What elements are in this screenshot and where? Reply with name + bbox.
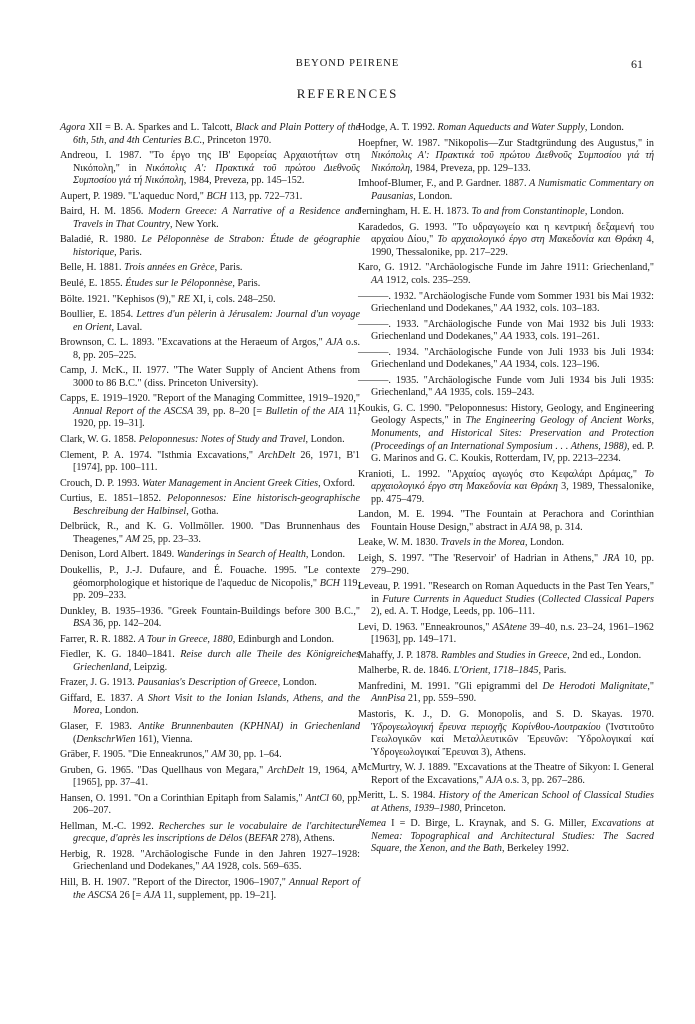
reference-text: Manfredini, M. 1991. "Gli epigrammi del	[358, 680, 543, 692]
reference-title-italic: AA	[201, 861, 215, 873]
reference-entry	[60, 278, 360, 291]
reference-text: Giffard, E. 1837.	[60, 692, 138, 704]
reference-text: 1932, cols. 103–183.	[512, 303, 600, 315]
reference-entry	[358, 206, 654, 219]
reference-title-italic: AJA	[485, 774, 503, 786]
reference-entry	[358, 709, 654, 759]
reference-text: 4, 1990, Thessalonike, pp. 217–229.	[371, 234, 654, 258]
reference-text: , Laval.	[111, 321, 143, 333]
reference-title-italic: Annual Report of the ASCSA	[73, 405, 194, 417]
reference-entry	[60, 365, 360, 390]
reference-text: , Paris.	[114, 246, 142, 258]
reference-entry	[60, 721, 360, 746]
reference-text: Mahaffy, J. P. 1878.	[358, 649, 441, 661]
reference-text: Crouch, D. P. 1993.	[60, 477, 143, 489]
reference-title-italic: Études sur le Péloponnèse	[125, 278, 233, 290]
reference-entry	[60, 493, 360, 518]
reference-title-italic: A Tour in Greece, 1880	[138, 633, 233, 645]
reference-title-italic: Annual Report of the ASCSA	[73, 876, 360, 901]
reference-title-italic: AA	[499, 303, 513, 315]
reference-entry	[358, 291, 654, 316]
reference-text: ———. 1933. "Archäologische Funde von Mai 1932 bis Juli 1933: Griechenland und Dodekanes,"	[358, 318, 654, 343]
reference-title-italic: To and from Constantinople	[471, 206, 585, 218]
reference-entry	[60, 450, 360, 475]
reference-text: McMurtry, W. J. 1889. "Excavations at the Theatre of Sikyon: I. General Report of the Excavations,"	[358, 762, 654, 786]
reference-text: Hoepfner, W. 1987. "Nikopolis—Zur Stadtgründung des Augustus," in	[358, 137, 654, 149]
reference-entry	[60, 849, 360, 874]
reference-text: Curtius, E. 1851–1852.	[60, 493, 167, 505]
reference-entry	[60, 206, 360, 231]
reference-text: , 1984, Preveza, pp. 145–152.	[183, 175, 305, 187]
reference-title-italic: Pausanias's Description of Greece	[137, 677, 278, 689]
reference-text: , Princeton 1970.	[202, 134, 272, 146]
reference-text: Beulé, E. 1855.	[60, 278, 126, 290]
reference-text: , Gotha.	[186, 505, 219, 517]
reference-title-italic: Agora	[60, 122, 86, 133]
reference-title-italic: Le Péloponnèse de Strabon: Étude de géographie historique	[73, 234, 360, 258]
reference-entry	[358, 790, 654, 815]
reference-title-italic: Black and Plain Pottery of the 6th, 5th, and 4th Centuries B.C.	[73, 122, 360, 146]
reference-title-italic: Το αρχαιολογικό έργο στη Μακεδονία και Θράκη	[437, 234, 643, 246]
references-column-left	[60, 122, 360, 905]
reference-entry	[60, 122, 360, 147]
reference-text: 19, 1964, A' [1965], pp. 37–41.	[73, 764, 360, 789]
reference-entry	[358, 319, 654, 344]
reference-title-italic: History of the American School of Classical Studies at Athens, 1939–1980	[371, 790, 654, 814]
reference-text: Koukis, G. C. 1990. "Peloponnesus: History, Geology, and Engineering Geology Aspects," in	[358, 402, 654, 427]
reference-entry	[60, 793, 360, 818]
reference-text: Meritt, L. S. 1984.	[358, 790, 439, 802]
reference-text: Fiedler, K. G. 1840–1841.	[60, 649, 181, 661]
reference-text: 1933, cols. 191–261.	[512, 331, 600, 343]
reference-text: Mastoris, K. J., D. G. Monopolis, and S. D. Skayas. 1970.	[358, 708, 654, 720]
reference-title-italic: Ὑδρογεωλογική ἔρευνα περιοχῆς Κορίνθου-Λουτρακίου	[371, 721, 601, 733]
reference-text: , Paris.	[232, 278, 261, 290]
reference-text: 25, pp. 23–33.	[140, 533, 201, 545]
reference-entry	[358, 762, 654, 787]
reference-entry	[60, 262, 360, 275]
reference-text: 26, 1971, B'1 [1974], pp. 100–111.	[73, 449, 360, 474]
reference-text: , London.	[277, 677, 317, 689]
page-number: 61	[631, 57, 643, 71]
reference-text: 10, pp. 279–290.	[371, 552, 655, 577]
reference-text: XII = B. A. Sparkes and L. Talcott,	[85, 122, 236, 133]
reference-text: Dunkley, B. 1935–1936. "Greek Fountain-Buildings before 300 B.C.,"	[60, 605, 360, 617]
reference-text: ———. 1935. "Archäologische Funde vom Juli 1934 bis Juli 1935: Griechenland,"	[358, 374, 654, 399]
reference-text: Malherbe, R. de. 1846.	[358, 665, 454, 677]
reference-entry	[60, 565, 360, 603]
reference-entry	[358, 537, 654, 550]
reference-text: 3, 1989, Thessalonike, pp. 475–479.	[371, 481, 654, 505]
reference-title-italic: AM	[125, 533, 141, 545]
reference-text: , Paris.	[214, 262, 243, 274]
reference-title-italic: A Short Visit to the Ionian Islands, Athens, and the Morea	[73, 692, 360, 717]
reference-title-italic: Rambles and Studies in Greece	[440, 649, 568, 661]
reference-title-italic: BCH	[206, 190, 227, 202]
reference-title-italic: Το αρχαιολογικό έργο στη Μακεδονία και Θράκη	[371, 468, 654, 493]
reference-entry	[60, 677, 360, 690]
reference-text: Karo, G. 1912. "Archäologische Funde im Jahre 1911: Griechenland,"	[358, 262, 654, 274]
reference-text: 119, pp. 209–233.	[73, 577, 360, 602]
reference-text: , London.	[305, 549, 345, 561]
references-column-right	[358, 122, 654, 859]
reference-text: , Edinburgh and London.	[232, 633, 335, 645]
reference-text: ,"	[647, 680, 655, 692]
reference-entry	[358, 622, 654, 647]
reference-title-italic: Lettres d'un pèlerin à Jérusalem: Journal d'un voyage en Orient	[73, 309, 360, 333]
reference-entry	[60, 821, 360, 846]
reference-text: , London.	[584, 206, 624, 218]
reference-entry	[358, 553, 654, 578]
reference-entry	[358, 222, 654, 260]
reference-title-italic: AJA	[143, 889, 161, 901]
reference-text: 11, supplement, pp. 19–21].	[160, 889, 277, 901]
reference-text: 26 [=	[116, 889, 144, 901]
reference-title-italic: Roman Aqueducts and Water Supply	[437, 122, 585, 133]
reference-title-italic: Peloponnesos: Eine historisch-geographische Beschreibung der Halbinsel	[73, 493, 360, 517]
reference-title-italic: RE	[177, 293, 191, 305]
reference-text: 39–40, n.s. 23–24, 1961–1962 [1963], pp. 149–171.	[371, 621, 654, 646]
reference-text: Landon, M. E. 1994. "The Fountain at Perachora and Corinthian Fountain House Design," abstract in	[358, 509, 654, 533]
reference-title-italic: Travels in the Morea	[440, 537, 525, 549]
reference-title-italic: Nemea	[358, 818, 387, 830]
reference-text: 1935, cols. 159–243.	[447, 387, 535, 399]
reference-text: Boullier, E. 1854.	[60, 309, 137, 321]
reference-title-italic: Modern Greece: A Narrative of a Residence and Travels in That Country	[73, 206, 360, 230]
reference-text: Bölte. 1921. "Kephisos (9),"	[60, 293, 178, 305]
reference-text: 60, pp. 206–207.	[73, 792, 361, 817]
reference-text: , Berkeley 1992.	[501, 843, 569, 855]
reference-text: Camp, J. McK., II. 1977. "The Water Supply of Ancient Athens from 3000 to 86 B.C." (diss. Princeton University).	[60, 365, 360, 389]
reference-text: Glaser, F. 1983.	[60, 720, 139, 732]
reference-text: Imhoof-Blumer, F., and P. Gardner. 1887.	[358, 178, 530, 190]
reference-title-italic: Recherches sur le vocabulaire de l'architecture grecque, d'après les inscriptions de Délos	[73, 820, 360, 845]
reference-title-italic: L'Orient, 1718–1845	[453, 665, 539, 677]
reference-text: , Princeton.	[459, 802, 506, 814]
reference-entry	[358, 403, 654, 466]
reference-entry	[358, 581, 654, 619]
reference-text: Andreou, I. 1987. "Το έργο της ΙΒ' Εφορείας Αρχαιοτήτων στη Νικόπολη," in	[60, 150, 360, 174]
reference-text: Clark, W. G. 1858.	[60, 434, 139, 446]
reference-text: Brownson, C. L. 1893. "Excavations at the Heraeum of Argos,"	[60, 337, 326, 349]
reference-text: 11, 1920, pp. 19–31].	[73, 405, 360, 430]
reference-text: Frazer, J. G. 1913.	[60, 677, 138, 689]
reference-title-italic: AA	[434, 387, 448, 399]
reference-entry	[358, 178, 654, 203]
reference-title-italic: AJA	[325, 337, 343, 349]
reference-text: , Leipzig.	[128, 661, 168, 673]
reference-text: 113, pp. 722–731.	[226, 190, 303, 202]
reference-title-italic: ASAtene	[492, 621, 527, 633]
reference-title-italic: AA	[499, 331, 513, 343]
reference-title-italic: Wanderings in Search of Health	[176, 549, 306, 561]
reference-text: 98, p. 314.	[537, 521, 583, 533]
reference-text: Leigh, S. 1997. "The 'Reservoir' of Hadrian in Athens,"	[358, 552, 603, 564]
reference-title-italic: Excavations at Nemea: Topographical and Architectural Studies: The Sacred Square, the Xenon, and the Bath	[371, 818, 655, 855]
reference-title-italic: De Herodoti Malignitate	[542, 680, 648, 692]
reference-text: Baird, H. M. 1856.	[60, 206, 149, 218]
reference-text: Baladié, R. 1980.	[60, 234, 142, 246]
reference-entry	[60, 337, 360, 362]
reference-text: Hodge, A. T. 1992.	[358, 122, 438, 133]
reference-text: XI, i, cols. 248–250.	[190, 293, 276, 305]
reference-text: Jerningham, H. E. H. 1873.	[358, 206, 472, 218]
reference-title-italic: Νικόπολις Α': Πρακτικά τοῦ πρώτου Διεθνοῦς Συμποσίου γιά τή Νικόπολη	[73, 162, 360, 187]
reference-title-italic: ArchDelt	[258, 449, 296, 461]
reference-title-italic: AM	[211, 749, 226, 761]
reference-entry	[358, 818, 654, 856]
reference-text: I = D. Birge, L. Kraynak, and S. G. Miller,	[386, 818, 592, 830]
reference-text: Gruben, G. 1965. "Das Quellhaus von Megara,"	[60, 764, 268, 776]
reference-title-italic: Antike Brunnenbauten (KPHNAI) in Griechenland	[138, 720, 361, 732]
reference-title-italic: AJA	[520, 521, 538, 533]
reference-title-italic: AnnPisa	[371, 693, 406, 705]
reference-text: , London.	[413, 190, 453, 202]
reference-entry	[358, 262, 654, 287]
reference-title-italic: Future Currents in Aqueduct Studies	[382, 593, 535, 605]
reference-text: 21, pp. 559–590.	[405, 693, 477, 705]
reference-text: Herbig, R. 1928. "Archäologische Funde in den Jahren 1927–1928: Griechenland und Dodekanes,"	[60, 848, 360, 873]
reference-text: (	[242, 833, 249, 845]
reference-entry	[60, 191, 360, 204]
reference-text: 39, pp. 8–20 [=	[193, 405, 266, 417]
reference-title-italic: JRA	[602, 552, 620, 564]
reference-text: Gräber, F. 1905. "Die Enneakrunos,"	[60, 749, 212, 761]
reference-text: , London.	[305, 434, 345, 446]
reference-entry	[358, 681, 654, 706]
reference-text: 1912, cols. 235–259.	[383, 275, 471, 287]
section-title: REFERENCES	[296, 86, 399, 101]
reference-text: Kranioti, L. 1992. "Αρχαίος αγωγός στο Κεφαλάρι Δράμας,"	[358, 468, 645, 480]
reference-entry	[60, 393, 360, 431]
reference-text: 2), ed. A. T. Hodge, Leeds, pp. 106–111.	[371, 606, 535, 618]
running-head-title: BEYOND PEIRENE	[295, 58, 400, 69]
reference-text: Clement, P. A. 1974. "Isthmia Excavations,"	[60, 449, 259, 461]
reference-text: 1934, cols. 123–196.	[512, 359, 600, 371]
reference-entry	[60, 521, 360, 546]
reference-entry	[60, 693, 360, 718]
reference-title-italic: AA	[371, 275, 384, 287]
reference-text: Doukellis, P., J.-J. Dufaure, and É. Fouache. 1995. "Le contexte géomorphologique et historique de l'aqueduc de Nicopolis,"	[60, 564, 360, 589]
reference-title-italic: A Numismatic Commentary on Pausanias	[371, 178, 654, 202]
reference-entry	[60, 549, 360, 562]
reference-text: , London.	[584, 122, 624, 133]
reference-entry	[358, 665, 654, 678]
reference-text: Denison, Lord Albert. 1849.	[60, 549, 177, 561]
reference-text: 36, pp. 142–204.	[90, 618, 162, 630]
reference-text: Hellman, M.-C. 1992.	[60, 820, 159, 832]
reference-text: Delbrück, R., and K. G. Vollmöller. 1900. "Das Brunnenhaus des Theagenes,"	[60, 521, 360, 545]
reference-text: ———. 1934. "Archäologische Funde von Juli 1933 bis Juli 1934: Griechenland und Dodekanes,"	[358, 346, 654, 371]
reference-text: Leveau, P. 1991. "Research on Roman Aqueducts in the Past Ten Years," in	[358, 581, 654, 605]
reference-title-italic: AntCl	[305, 792, 329, 804]
reference-text: , Oxford.	[318, 477, 355, 489]
reference-text: , New York.	[170, 218, 219, 230]
reference-entry	[60, 649, 360, 674]
reference-title-italic: Peloponnesus: Notes of Study and Travel	[138, 434, 306, 446]
reference-text: Hansen, O. 1991. "On a Corinthian Epitaph from Salamis,"	[60, 792, 306, 804]
reference-title-italic: BSA	[73, 618, 91, 630]
reference-entry	[358, 122, 654, 135]
reference-text: 30, pp. 1–64.	[225, 749, 282, 761]
reference-entry	[358, 138, 654, 176]
reference-entry	[60, 294, 360, 307]
reference-entry	[358, 375, 654, 400]
reference-entry	[60, 749, 360, 762]
reference-text: Karadedos, G. 1993. "Το υδραγωγείο και η κεντρική δεξαμενή του αρχαίου Δίου,"	[358, 221, 654, 246]
reference-text: 1928, cols. 569–635.	[214, 861, 302, 873]
reference-title-italic: Water Management in Ancient Greek Cities	[142, 477, 319, 489]
reference-text: Hill, B. H. 1907. "Report of the Director, 1906–1907,"	[60, 876, 290, 888]
reference-entry	[60, 150, 360, 188]
reference-text: (	[534, 593, 542, 605]
reference-text: o.s. 3, pp. 267–286.	[502, 774, 585, 786]
running-head	[0, 58, 695, 74]
reference-text: 161), Vienna.	[135, 733, 193, 745]
reference-text: (	[73, 733, 77, 745]
reference-text: , 2nd ed., London.	[567, 649, 642, 661]
reference-text: , Paris.	[538, 665, 567, 677]
reference-title-italic: Νικόπολις Α': Πρακτικά τοῦ πρώτου Διεθνοῦς Συμποσίου γιά τή Νικόπολη	[371, 150, 654, 174]
reference-entry	[60, 478, 360, 491]
reference-text: , ed. P. G. Marinos and G. C. Koukis, Rotterdam, IV, pp. 2213–2234.	[371, 440, 654, 465]
reference-title-italic: The Engineering Geology of Ancient Works, Monuments, and Historical Sites: Preservation and Protection (Proceedings of an International Symposium . . . Athens, 1988)	[371, 415, 654, 452]
reference-entry	[358, 469, 654, 507]
reference-title-italic: DenkschrWien	[76, 733, 136, 745]
reference-title-italic: AA	[499, 359, 513, 371]
reference-title-italic: ArchDelt	[267, 764, 304, 776]
reference-title-italic: BEFAR	[248, 833, 278, 845]
reference-entry	[60, 634, 360, 647]
reference-entry	[358, 509, 654, 534]
reference-text: (Ἰνστιτοῦτο Γεωλογικῶν καί Μεταλλευτικῶν Ἐρευνῶν: Ὑδρολογικαί καί Ὑδρογεωλογικαί Ἔρευναι 3), Athens.	[371, 721, 654, 758]
reference-title-italic: Reise durch alle Theile des Königreiches Griechenland	[73, 649, 360, 673]
reference-text: , London.	[524, 537, 565, 549]
reference-entry	[60, 606, 360, 631]
reference-title-italic: Trois années en Grèce	[124, 262, 215, 274]
reference-entry	[358, 650, 654, 663]
reference-title-italic: BCH	[319, 577, 340, 589]
reference-text: Capps, E. 1919–1920. "Report of the Managing Committee, 1919–1920,"	[60, 393, 360, 405]
reference-entry	[60, 877, 360, 902]
reference-entry	[60, 309, 360, 334]
reference-title-italic: Collected Classical Papers	[541, 593, 654, 605]
reference-text: ———. 1932. "Archäologische Funde vom Sommer 1931 bis Mai 1932: Griechenland und Dodekanes,"	[358, 290, 654, 315]
reference-text: Aupert, P. 1989. "L'aqueduc Nord,"	[60, 190, 207, 202]
reference-text: 278), Athens.	[277, 833, 335, 845]
reference-title-italic: Bulletin of the AIA	[265, 405, 345, 417]
reference-text: , London.	[99, 705, 139, 717]
reference-entry	[60, 765, 360, 790]
reference-entry	[358, 347, 654, 372]
reference-entry	[60, 234, 360, 259]
reference-text: Levi, D. 1963. "Enneakrounos,"	[358, 621, 493, 633]
reference-text: Leake, W. M. 1830.	[358, 537, 441, 549]
reference-text: Belle, H. 1881.	[60, 262, 125, 274]
reference-text: , 1984, Preveza, pp. 129–133.	[410, 162, 531, 174]
reference-text: o.s. 8, pp. 205–225.	[73, 337, 360, 361]
reference-entry	[60, 434, 360, 447]
reference-text: Farrer, R. R. 1882.	[60, 633, 139, 645]
